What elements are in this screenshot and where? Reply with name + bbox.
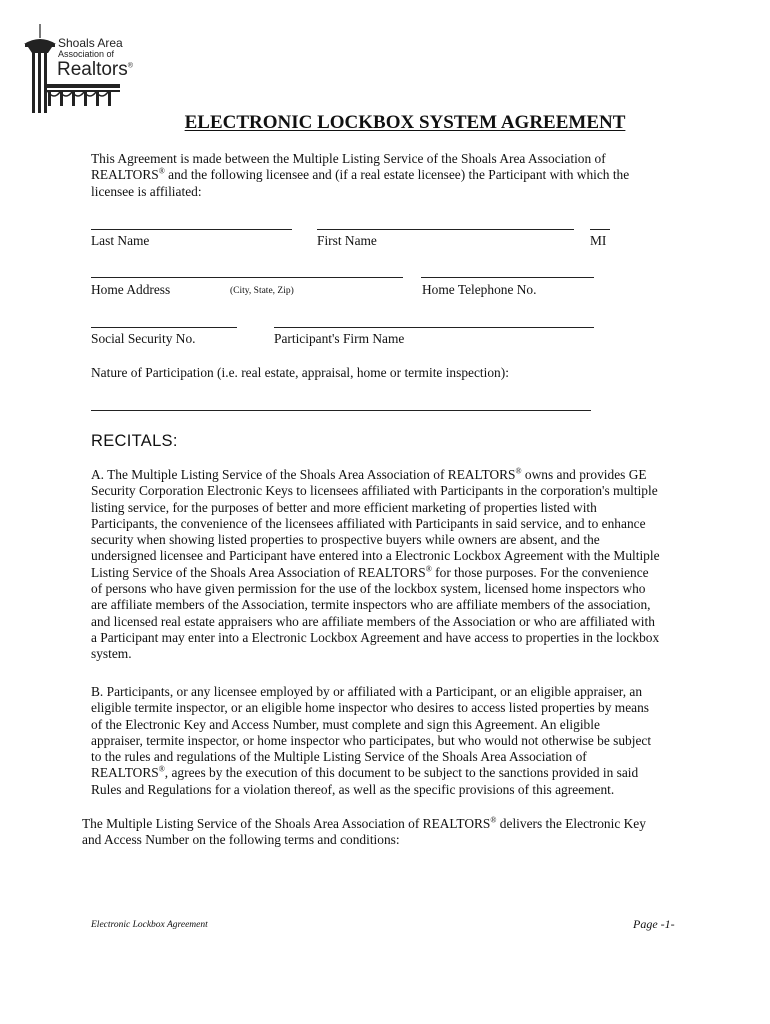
home-phone-label: Home Telephone No.: [422, 282, 537, 297]
logo-line-1: Shoals Area: [58, 36, 123, 50]
para-b-line: Rules and Regulations for a violation thereof, as well as the specific provisions of this agreement.: [91, 781, 615, 797]
intro-text: REALTORS: [91, 167, 159, 183]
para-a-line: and licensed real estate appraisers who are affiliate members of the Association or who are affiliated with: [91, 613, 655, 629]
first-name-label: First Name: [317, 233, 377, 248]
para-a-line: listing service, for the purposes of better and more efficient marketing of properties listed with: [91, 499, 597, 515]
reg-mark: ®: [490, 815, 497, 825]
para-a-text: for those purposes. For the convenience: [431, 564, 649, 580]
para-a-line: Security Corporation Electronic Keys to licensees affiliated with Participants in the corporation's multiple: [91, 483, 658, 499]
para-a-line: [91, 565, 731, 581]
para-b-line: of the Electronic Key and Access Number, must complete and sign this Agreement. An eligible: [91, 716, 600, 732]
page-title: ELECTRONIC LOCKBOX SYSTEM AGREEMENT: [184, 112, 626, 133]
para-b-line: eligible termite inspector, or an eligible home inspector who desires to access listed properties by means: [91, 700, 649, 716]
last-name-label: Last Name: [91, 233, 150, 248]
intro-paragraph: [91, 151, 711, 200]
paragraph-a: [91, 467, 731, 663]
firm-name-label: Participant's Firm Name: [274, 331, 405, 346]
logo-realtors-text: Realtors: [57, 59, 128, 80]
nature-field[interactable]: [91, 410, 591, 411]
recitals-heading: RECITALS:: [91, 432, 178, 450]
intro-line: [91, 167, 711, 183]
para-a-line: are affiliate members of the Association, termite inspectors who are affiliate members of the association,: [91, 597, 651, 613]
para-b-text: REALTORS: [91, 765, 159, 781]
home-address-field[interactable]: [91, 277, 403, 278]
intro-line: This Agreement is made between the Multiple Listing Service of the Shoals Area Association of: [91, 151, 606, 166]
first-name-field[interactable]: [317, 229, 574, 230]
footer-page-number: Page -1-: [633, 917, 675, 931]
association-logo: [14, 22, 134, 122]
para-a-text: Listing Service of the Shoals Area Association of REALTORS: [91, 564, 426, 580]
home-address-label: Home Address: [91, 282, 171, 297]
city-state-zip-label: (City, State, Zip): [230, 286, 294, 296]
para-a-line: [91, 467, 731, 483]
para-b-line: B. Participants, or any licensee employed by or affiliated with a Participant, or an eligible appraiser, an: [91, 684, 643, 699]
closing-text: The Multiple Listing Service of the Shoals Area Association of REALTORS: [82, 816, 491, 831]
para-b-text: , agrees by the execution of this document to be subject to the sanctions provided in said: [164, 765, 639, 781]
paragraph-b: [91, 684, 731, 798]
ssn-label: Social Security No.: [91, 331, 196, 346]
para-a-line: undersigned licensee and Participant have entered into a Electronic Lockbox Agreement with the Multiple: [91, 548, 660, 564]
reg-mark: ®: [515, 466, 522, 476]
closing-line: [82, 816, 722, 832]
nature-label: Nature of Participation (i.e. real estate, appraisal, home or termite inspection):: [91, 365, 509, 380]
logo-line-2: Association of: [58, 49, 115, 59]
intro-line: licensee is affiliated:: [91, 183, 202, 199]
para-a-line: Participants, the convenience of the licensees affiliated with Participants in said service, and to enhance: [91, 515, 646, 531]
firm-name-field[interactable]: [274, 327, 594, 328]
para-a-line: of persons who have given permission for the use of the lockbox system, licensed home inspectors who: [91, 581, 646, 597]
para-a-line: a Participant may enter into a Electronic Lockbox Agreement and have access to properties in the lockbox: [91, 629, 660, 645]
para-b-line: appraiser, termite inspector, or home inspector who participates, but who would not otherwise be subject: [91, 732, 652, 748]
closing-text: delivers the Electronic Key: [496, 816, 646, 831]
ssn-field[interactable]: [91, 327, 237, 328]
reg-mark: ®: [158, 166, 165, 176]
para-b-line: [91, 765, 731, 781]
closing-paragraph: [82, 816, 722, 849]
reg-mark: ®: [425, 564, 432, 574]
para-b-line: to the rules and regulations of the Multiple Listing Service of the Shoals Area Association of: [91, 749, 587, 765]
mi-field[interactable]: [590, 229, 610, 230]
para-a-line: system.: [91, 646, 132, 662]
home-phone-field[interactable]: [421, 277, 594, 278]
intro-text: and the following licensee and (if a real estate licensee) the Participant with which the: [164, 167, 630, 183]
mi-label: MI: [590, 233, 607, 248]
logo-line-3: [57, 60, 133, 79]
para-a-text: owns and provides GE: [521, 467, 647, 482]
closing-line: and Access Number on the following terms and conditions:: [82, 832, 400, 848]
logo-reg-mark: ®: [127, 62, 133, 70]
footer-document-name: Electronic Lockbox Agreement: [91, 920, 208, 930]
para-a-text: A. The Multiple Listing Service of the Shoals Area Association of REALTORS: [91, 467, 516, 482]
para-a-line: security when showing listed properties to prospective buyers while owners are absent, and the: [91, 532, 600, 548]
reg-mark: ®: [158, 765, 165, 775]
last-name-field[interactable]: [91, 229, 292, 230]
